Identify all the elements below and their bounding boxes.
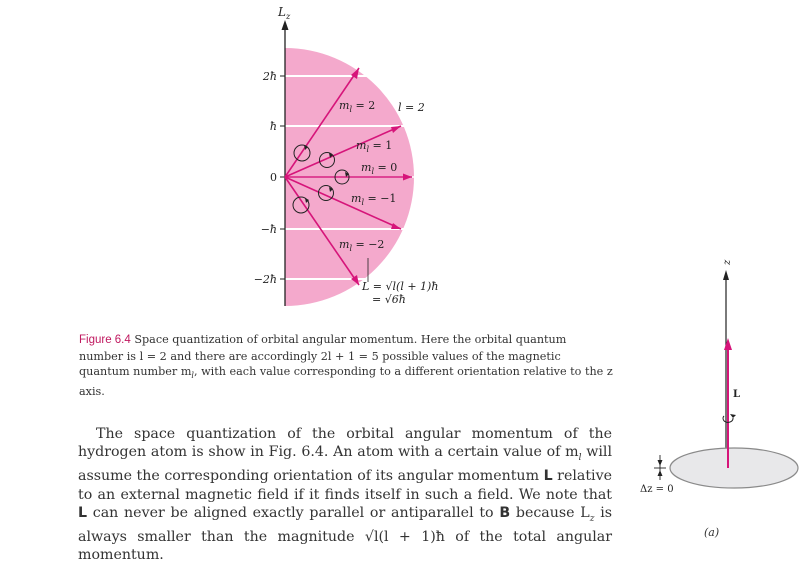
body-paragraph [78, 425, 612, 565]
magnitude-line-2: = √6ħ [372, 293, 406, 306]
paragraph-text-3: relative to an external magnetic field if it finds itself in such a field. We note that [78, 468, 612, 503]
label-ml-minus-2: $m_l = -2$ [339, 238, 385, 253]
dz-arrow-up [658, 470, 663, 476]
figure-caption-text: Space quantization of orbital angular momentum. Here the orbital quantum number is l = 2 and there are accordingly 2l + 1 = 5 possible values of the magnetic quantum number m [79, 333, 567, 378]
tick-label-minus-h: −ħ [260, 223, 277, 236]
paragraph-bold-l-2: L [78, 505, 88, 522]
paragraph-text-5: because L [510, 505, 590, 522]
l-vector-arrowhead [724, 338, 732, 350]
paragraph-text-2: will assume the corresponding orientation of its angular momentum [78, 444, 612, 485]
label-ml-minus-1: $m_l = -1$ [351, 192, 397, 207]
lz-axis-arrowhead [282, 20, 289, 30]
dz-label: Δz = 0 [640, 484, 674, 495]
magnitude-line-1: L = √l(l + 1)ħ [362, 280, 439, 293]
label-ml-0: $m_l = 0$ [361, 161, 398, 176]
label-ml-2: $m_l = 2$ [339, 99, 376, 114]
l-vector-label: L [733, 389, 741, 400]
figure-caption [79, 332, 613, 399]
paragraph-subscript-1: l [578, 453, 582, 464]
z-axis-arrowhead [723, 270, 729, 280]
paragraph-text-6: is always smaller than the magnitude √l(l + 1)ħ of the total angular momentum. [78, 505, 613, 564]
tick-label-minus-2h: −2ħ [253, 273, 277, 286]
figure-caption-subscript: l [191, 371, 194, 381]
orbit-disc [670, 448, 798, 488]
paragraph-bold-b: B [499, 505, 511, 522]
paragraph-text-1: The space quantization of the orbital angular momentum of the hydrogen atom is show in Fig. 6.4. An atom with a certain value of m [78, 426, 612, 461]
z-axis-label: z [722, 259, 733, 265]
panel-label: (a) [704, 526, 720, 539]
figure-caption-label: Figure 6.4 [79, 334, 131, 346]
paragraph-bold-l: L [543, 468, 553, 485]
label-ml-1: $m_l = 1$ [356, 139, 393, 154]
tick-label-0: 0 [270, 171, 277, 184]
tick-label-h: ħ [269, 120, 277, 133]
precession-figure [630, 240, 807, 539]
label-l-2: l = 2 [398, 101, 425, 114]
figure-caption-text-end: , with each value corresponding to a different orientation relative to the z axis. [79, 365, 613, 398]
paragraph-text-4: can never be aligned exactly parallel or antiparallel to [87, 505, 500, 522]
space-quantization-figure [0, 0, 460, 320]
lz-axis-label: $L_z$ [278, 5, 291, 21]
rotation-arrowhead [730, 414, 736, 418]
dz-arrow-down [658, 460, 663, 466]
paragraph-subscript-2: z [589, 513, 595, 524]
tick-label-2h: 2ħ [262, 70, 277, 83]
